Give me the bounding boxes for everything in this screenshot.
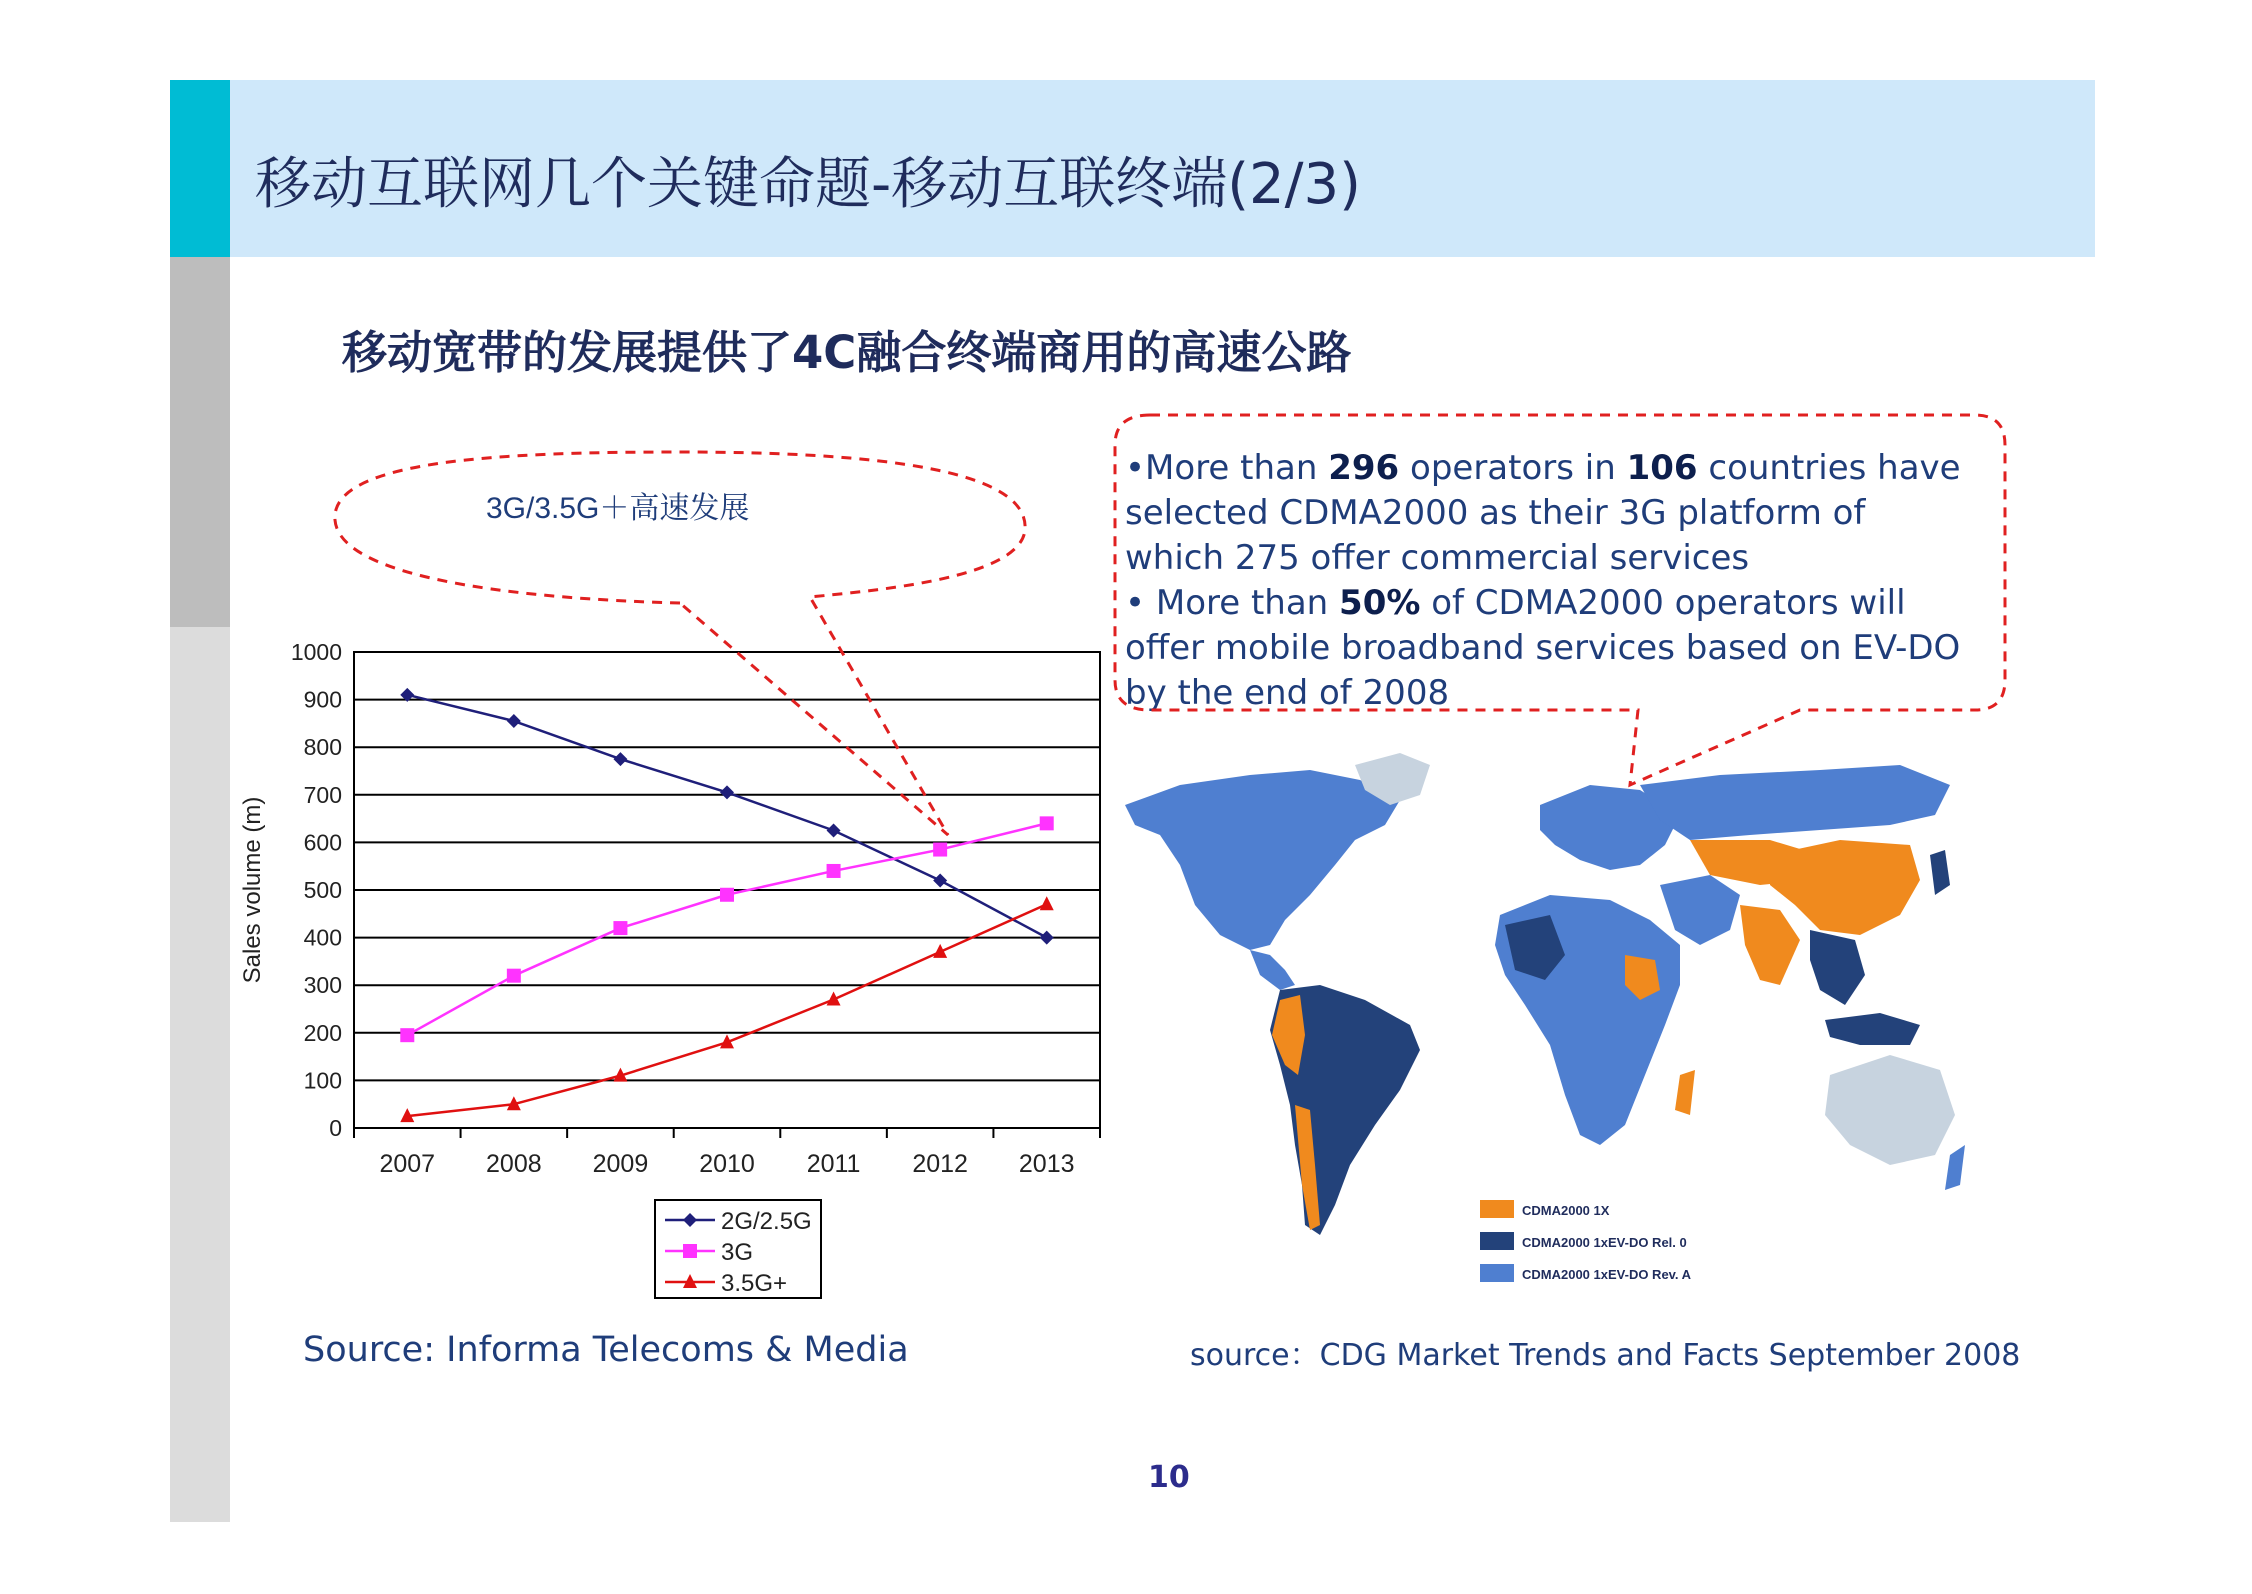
callout-highlight: 296 <box>1328 448 1400 488</box>
source-left: Source: Informa Telecoms & Media <box>303 1330 909 1370</box>
legend-label: 2G/2.5G <box>721 1208 812 1235</box>
map-region-china <box>1770 840 1920 935</box>
map-legend-label: CDMA2000 1X <box>1522 1203 1610 1218</box>
x-tick-label: 2007 <box>379 1150 436 1178</box>
cdma-world-map <box>1120 745 1970 1290</box>
data-point <box>933 843 947 857</box>
cdma-info-callout <box>1125 446 1961 716</box>
y-tick-label: 300 <box>303 972 342 999</box>
legend-label: 3G <box>721 1239 754 1266</box>
slide-title: 移动互联网几个关键命题-移动互联终端(2/3) <box>255 152 1362 217</box>
x-tick-label: 2011 <box>806 1150 861 1178</box>
map-region-new-zealand <box>1945 1145 1965 1190</box>
callout-text: selected CDMA2000 as their 3G platform of <box>1125 493 1866 533</box>
sidebar-accent-bottom <box>170 627 230 1522</box>
callout-text: operators in <box>1399 448 1627 488</box>
legend-label: 3.5G+ <box>721 1270 788 1297</box>
y-tick-label: 100 <box>303 1067 342 1094</box>
sidebar-accent-top <box>170 80 230 257</box>
data-point <box>400 1028 414 1042</box>
y-axis-label: Sales volume (m) <box>239 796 266 984</box>
map-legend-label: CDMA2000 1xEV-DO Rev. A <box>1522 1267 1692 1282</box>
callout-line <box>1125 581 1961 626</box>
callout-line <box>1125 491 1961 536</box>
map-region-indonesia <box>1825 1013 1920 1045</box>
map-region-india <box>1740 905 1800 985</box>
sales-volume-chart <box>230 430 1150 1330</box>
callout-text: which 275 offer commercial services <box>1125 538 1750 578</box>
callout-line <box>1125 626 1961 671</box>
map-legend-swatch <box>1480 1232 1514 1250</box>
map-continents <box>1125 753 1965 1235</box>
data-point <box>1040 816 1054 830</box>
y-tick-label: 900 <box>303 686 342 713</box>
data-point <box>720 888 734 902</box>
callout-text: of CDMA2000 operators will <box>1420 583 1906 623</box>
y-tick-label: 500 <box>303 877 342 903</box>
data-point <box>613 921 627 935</box>
data-point <box>827 864 841 878</box>
x-tick-label: 2013 <box>1018 1150 1075 1178</box>
callout-line <box>1125 671 1961 716</box>
callout-text: offer mobile broadband services based on EV-DO <box>1125 628 1961 668</box>
callout-text: • More than <box>1125 583 1340 623</box>
callout-highlight: 106 <box>1626 448 1698 488</box>
callout-text: •More than <box>1125 448 1329 488</box>
map-legend-swatch <box>1480 1200 1514 1218</box>
slide-subtitle: 移动宽带的发展提供了4C融合终端商用的高速公路 <box>342 326 1352 379</box>
map-region-japan <box>1930 850 1950 895</box>
y-tick-label: 200 <box>303 1019 342 1046</box>
callout-text: countries have <box>1697 448 1961 488</box>
x-tick-label: 2012 <box>912 1150 968 1178</box>
chart-callout-label: 3G/3.5G＋高速发展 <box>486 492 750 525</box>
map-region-australia <box>1825 1055 1955 1165</box>
chart-legend <box>655 1200 821 1298</box>
callout-text: by the end of 2008 <box>1125 673 1450 713</box>
map-region-central-america <box>1250 950 1295 990</box>
y-tick-label: 400 <box>303 924 342 951</box>
y-tick-label: 700 <box>303 781 342 808</box>
map-region-middle-east <box>1660 875 1740 945</box>
map-region-north-america <box>1125 770 1400 950</box>
data-point <box>507 969 521 983</box>
y-tick-label: 600 <box>303 829 342 856</box>
map-region-madagascar <box>1675 1070 1695 1115</box>
y-tick-label: 1000 <box>290 639 342 665</box>
map-region-southeast-asia <box>1810 930 1865 1005</box>
data-point <box>683 1244 697 1258</box>
x-tick-label: 2009 <box>592 1150 649 1178</box>
map-legend-swatch <box>1480 1264 1514 1282</box>
map-legend-label: CDMA2000 1xEV-DO Rel. 0 <box>1522 1235 1687 1250</box>
callout-line <box>1125 536 1961 581</box>
x-tick-label: 2008 <box>486 1150 542 1178</box>
source-right: source：CDG Market Trends and Facts September 2008 <box>1190 1338 2021 1373</box>
x-tick-label: 2010 <box>699 1150 755 1178</box>
callout-line <box>1125 446 1961 491</box>
map-legend <box>1480 1200 1692 1282</box>
y-tick-label: 800 <box>303 734 342 761</box>
callout-highlight: 50% <box>1339 583 1421 623</box>
map-region-russia <box>1640 765 1950 840</box>
y-tick-label: 0 <box>329 1115 342 1141</box>
page-number: 10 <box>1148 1460 1190 1495</box>
sidebar-accent-middle <box>170 257 230 627</box>
